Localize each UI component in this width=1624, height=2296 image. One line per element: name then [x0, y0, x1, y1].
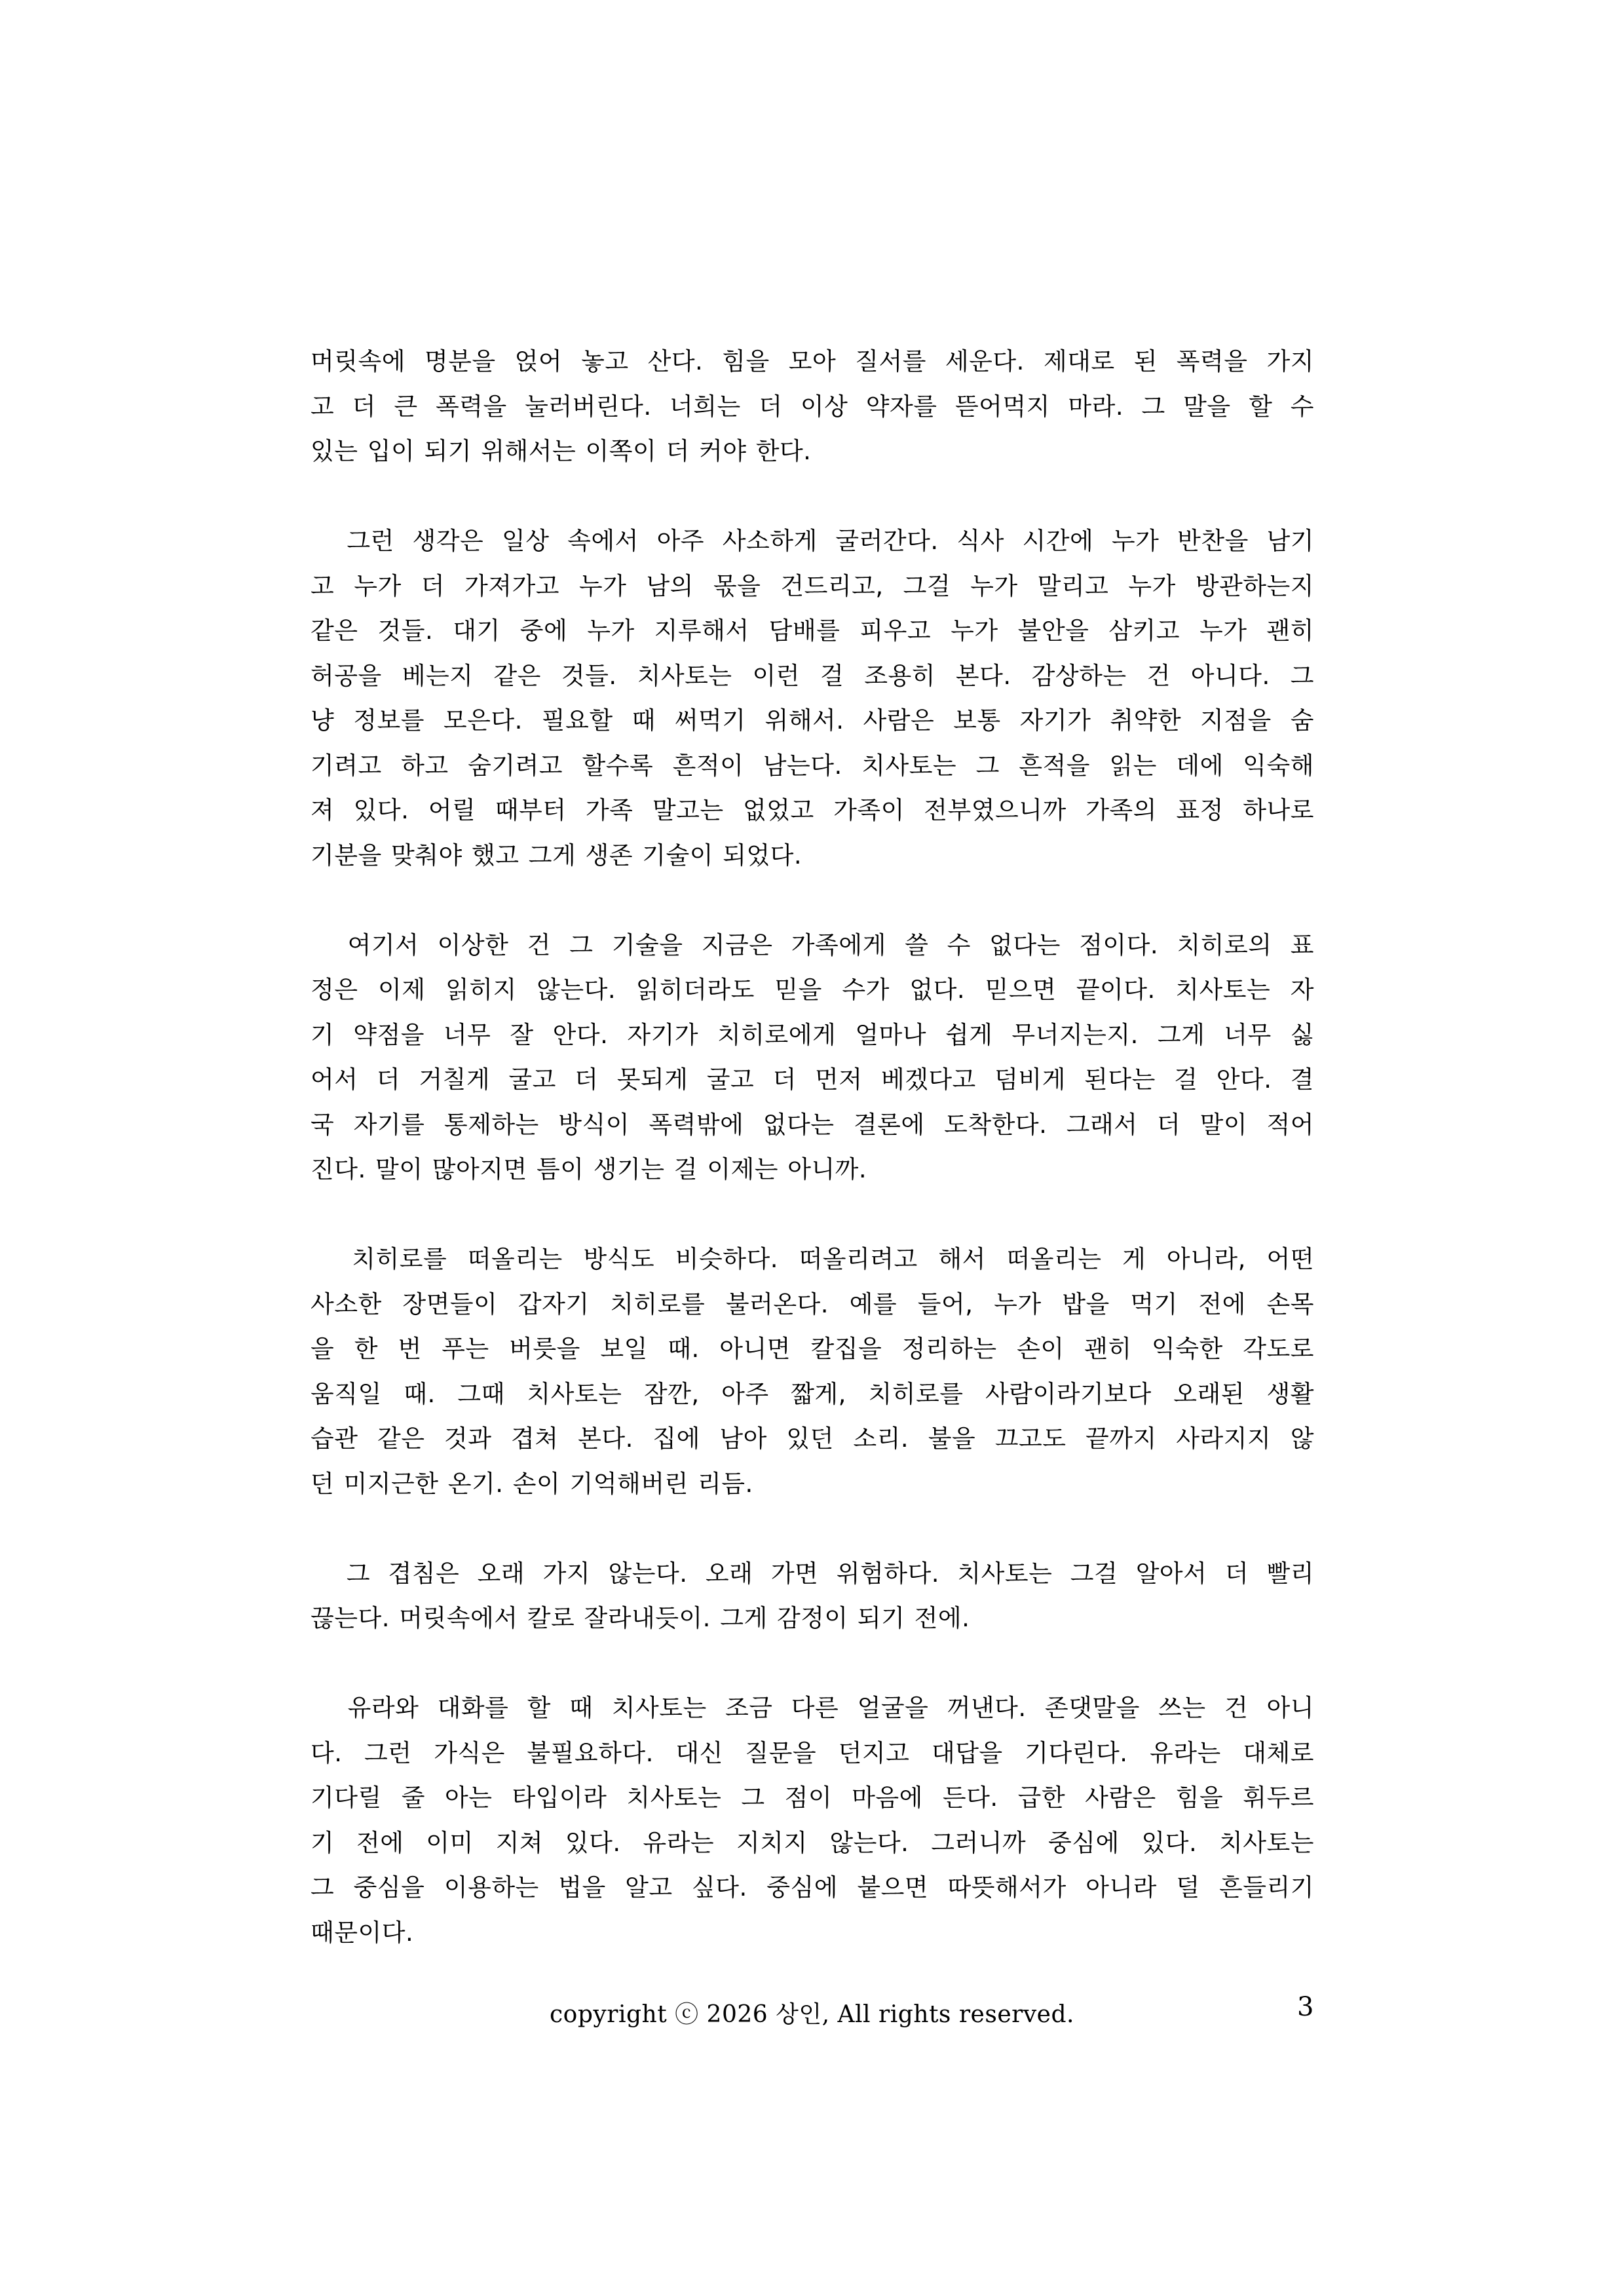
text-line: 기려고 하고 숨기려고 할수록 흔적이 남는다. 치사토는 그 흔적을 읽는 데에 익숙해	[311, 751, 1314, 780]
copyright-notice: copyright ⓒ 2026 상인, All rights reserved.	[550, 2001, 1074, 2028]
text-line: 치히로를 떠올리는 방식도 비슷하다. 떠올리려고 해서 떠올리는 게 아니라, 어떤	[311, 1245, 1314, 1273]
text-line: 끊는다. 머릿속에서 칼로 잘라내듯이. 그게 감정이 되기 전에.	[311, 1604, 970, 1632]
text-line: 정은 이제 읽히지 않는다. 읽히더라도 믿을 수가 없다. 믿으면 끝이다. 치사토는 자	[311, 976, 1314, 1004]
text-line: 어서 더 거칠게 굴고 더 못되게 굴고 더 먼저 베겠다고 덤비게 된다는 걸 안다. 결	[311, 1065, 1314, 1094]
text-line: 진다. 말이 많아지면 틈이 생기는 걸 이제는 아니까.	[311, 1155, 867, 1183]
text-line: 국 자기를 통제하는 방식이 폭력밖에 없다는 결론에 도착한다. 그래서 더 말이 적어	[311, 1110, 1314, 1139]
text-line: 머릿속에 명분을 얹어 놓고 산다. 힘을 모아 질서를 세운다. 제대로 된 폭력을 가지	[311, 347, 1314, 375]
text-line: 사소한 장면들이 갑자기 치히로를 불러온다. 예를 들어, 누가 밥을 먹기 전에 손목	[311, 1290, 1314, 1318]
text-line: 던 미지근한 온기. 손이 기억해버린 리듬.	[311, 1469, 753, 1498]
text-line: 그 겹침은 오래 가지 않는다. 오래 가면 위험하다. 치사토는 그걸 알아서 더 빨리	[311, 1559, 1314, 1588]
body-text	[311, 339, 1314, 2000]
text-line: 다. 그런 가식은 불필요하다. 대신 질문을 던지고 대답을 기다린다. 유라는 대체로	[311, 1738, 1314, 1767]
text-line: 을 한 번 푸는 버릇을 보일 때. 아니면 칼집을 정리하는 손이 괜히 익숙한 각도로	[311, 1335, 1314, 1363]
paragraph	[311, 923, 1314, 1193]
page-number: 3	[1297, 1992, 1314, 2022]
paragraph	[311, 519, 1314, 878]
text-line: 져 있다. 어릴 때부터 가족 말고는 없었고 가족이 전부였으니까 가족의 표정 하나로	[311, 796, 1314, 824]
text-line: 움직일 때. 그때 치사토는 잠깐, 아주 짧게, 치히로를 사람이라기보다 오래된 생활	[311, 1379, 1314, 1408]
text-line: 때문이다.	[311, 1918, 414, 1947]
paragraph	[311, 1237, 1314, 1506]
paragraph	[311, 339, 1314, 474]
paragraph	[311, 1686, 1314, 1955]
text-line: 허공을 베는지 같은 것들. 치사토는 이런 걸 조용히 본다. 감상하는 건 아니다. 그	[311, 661, 1314, 690]
text-line: 기분을 맞춰야 했고 그게 생존 기술이 되었다.	[311, 841, 803, 870]
text-line: 고 더 큰 폭력을 눌러버린다. 너희는 더 이상 약자를 뜯어먹지 마라. 그 말을 할 수	[311, 392, 1314, 421]
text-line: 유라와 대화를 할 때 치사토는 조금 다른 얼굴을 꺼낸다. 존댓말을 쓰는 건 아니	[311, 1694, 1314, 1722]
text-line: 기 약점을 너무 잘 안다. 자기가 치히로에게 얼마나 쉽게 무너지는지. 그게 너무 싫	[311, 1020, 1314, 1049]
text-line: 같은 것들. 대기 중에 누가 지루해서 담배를 피우고 누가 불안을 삼키고 누가 괜히	[311, 617, 1314, 645]
text-line: 기 전에 이미 지쳐 있다. 유라는 지치지 않는다. 그러니까 중심에 있다. 치사토는	[311, 1828, 1314, 1857]
text-line: 기다릴 줄 아는 타입이라 치사토는 그 점이 마음에 든다. 급한 사람은 힘을 휘두르	[311, 1784, 1314, 1812]
text-line: 그런 생각은 일상 속에서 아주 사소하게 굴러간다. 식사 시간에 누가 반찬을 남기	[311, 527, 1314, 555]
text-line: 여기서 이상한 건 그 기술을 지금은 가족에게 쓸 수 없다는 점이다. 치히로의 표	[311, 930, 1314, 959]
paragraph	[311, 1552, 1314, 1641]
text-line: 고 누가 더 가져가고 누가 남의 몫을 건드리고, 그걸 누가 말리고 누가 방관하는지	[311, 571, 1314, 600]
text-line: 있는 입이 되기 위해서는 이쪽이 더 커야 한다.	[311, 437, 812, 465]
text-line: 그 중심을 이용하는 법을 알고 싶다. 중심에 붙으면 따뜻해서가 아니라 덜 흔들리기	[311, 1873, 1314, 1902]
text-line: 습관 같은 것과 겹쳐 본다. 집에 남아 있던 소리. 불을 끄고도 끝까지 사라지지 않	[311, 1425, 1314, 1453]
text-line: 냥 정보를 모은다. 필요할 때 써먹기 위해서. 사람은 보통 자기가 취약한 지점을 숨	[311, 706, 1314, 735]
